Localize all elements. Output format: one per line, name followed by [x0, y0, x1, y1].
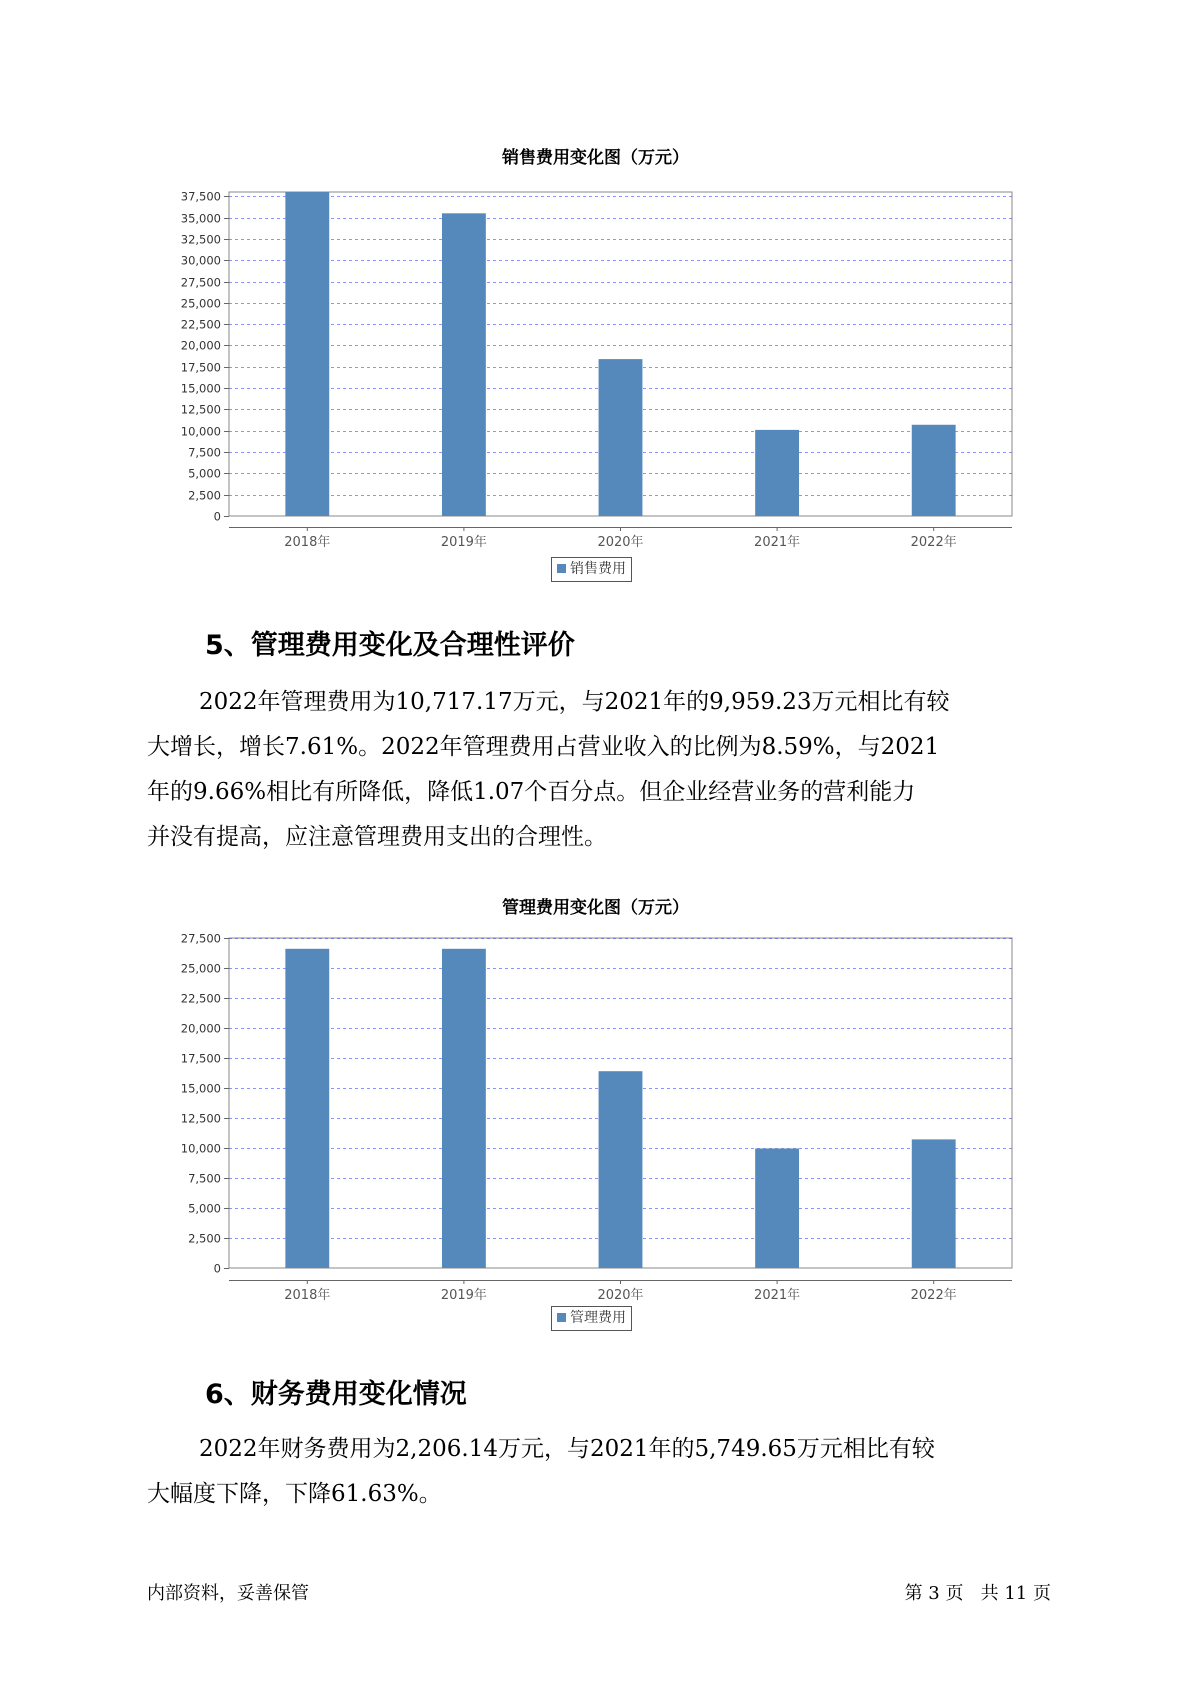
y-tick-label: 25,000: [180, 961, 221, 976]
y-tick-label: 30,000: [180, 253, 221, 268]
y-tick-label: 10,000: [180, 1141, 221, 1156]
sales-legend-label: 销售费用: [570, 561, 626, 577]
y-tick-label: 20,000: [180, 1021, 221, 1036]
x-tick-label: 2021年: [754, 535, 801, 550]
y-tick-label: 15,000: [180, 381, 221, 396]
paragraph-line: 年的9.66%相比有所降低，降低1.07个百分点。但企业经营业务的营利能力: [147, 779, 916, 805]
x-tick-label: 2020年: [597, 535, 644, 550]
x-tick-label: 2019年: [440, 1288, 487, 1303]
footer-page-number: 第 3 页 共 11 页: [904, 1583, 1051, 1604]
bar: [442, 949, 486, 1268]
y-tick-label: 0: [213, 1261, 221, 1276]
footer-confidential-note: 内部资料，妥善保管: [147, 1583, 309, 1604]
y-tick-label: 15,000: [180, 1081, 221, 1096]
y-tick-label: 22,500: [180, 991, 221, 1006]
section-6-heading: 6、财务费用变化情况: [205, 1379, 467, 1410]
admin-legend-label: 管理费用: [570, 1310, 626, 1326]
y-tick-label: 25,000: [180, 296, 221, 311]
section-6-paragraph: [147, 1427, 1047, 1517]
y-tick-label: 17,500: [180, 360, 221, 375]
x-tick-label: 2020年: [597, 1288, 644, 1303]
y-tick-label: 27,500: [180, 275, 221, 290]
y-tick-label: 35,000: [180, 211, 221, 226]
y-tick-label: 2,500: [188, 1231, 221, 1246]
y-tick-label: 32,500: [180, 232, 221, 247]
y-tick-label: 17,500: [180, 1051, 221, 1066]
y-tick-label: 5,000: [188, 1201, 221, 1216]
y-tick-label: 7,500: [188, 445, 221, 460]
y-tick-label: 5,000: [188, 466, 221, 481]
bar: [755, 1148, 799, 1268]
paragraph-line: 并没有提高，应注意管理费用支出的合理性。: [147, 824, 607, 850]
y-tick-label: 2,500: [188, 488, 221, 503]
x-tick-label: 2018年: [284, 535, 331, 550]
x-tick-label: 2019年: [440, 535, 487, 550]
y-tick-label: 22,500: [180, 317, 221, 332]
y-tick-label: 20,000: [180, 338, 221, 353]
x-tick-label: 2018年: [284, 1288, 331, 1303]
y-tick-label: 12,500: [180, 402, 221, 417]
y-tick-label: 12,500: [180, 1111, 221, 1126]
bar: [912, 1139, 956, 1268]
x-tick-label: 2022年: [910, 535, 957, 550]
paragraph-line: 2022年管理费用为10,717.17万元，与2021年的9,959.23万元相比有较: [199, 689, 950, 715]
y-tick-label: 0: [213, 509, 221, 524]
admin-chart-title: 管理费用变化图（万元）: [502, 898, 689, 918]
x-tick-label: 2021年: [754, 1288, 801, 1303]
y-tick-label: 27,500: [180, 931, 221, 946]
paragraph-line: 大增长，增长7.61%。2022年管理费用占营业收入的比例为8.59%，与2021: [147, 734, 940, 760]
x-tick-label: 2022年: [910, 1288, 957, 1303]
section-5-heading: 5、管理费用变化及合理性评价: [205, 630, 575, 661]
y-tick-label: 7,500: [188, 1171, 221, 1186]
y-tick-label: 37,500: [180, 189, 221, 204]
admin-chart-legend: [551, 1306, 632, 1331]
bar: [599, 1071, 643, 1268]
y-tick-label: 10,000: [180, 424, 221, 439]
sales-chart-title: 销售费用变化图（万元）: [502, 148, 689, 168]
paragraph-line: 大幅度下降，下降61.63%。: [147, 1481, 442, 1507]
paragraph-line: 2022年财务费用为2,206.14万元，与2021年的5,749.65万元相比有较: [199, 1436, 935, 1462]
legend-swatch: [557, 1313, 566, 1322]
bar: [285, 949, 329, 1268]
